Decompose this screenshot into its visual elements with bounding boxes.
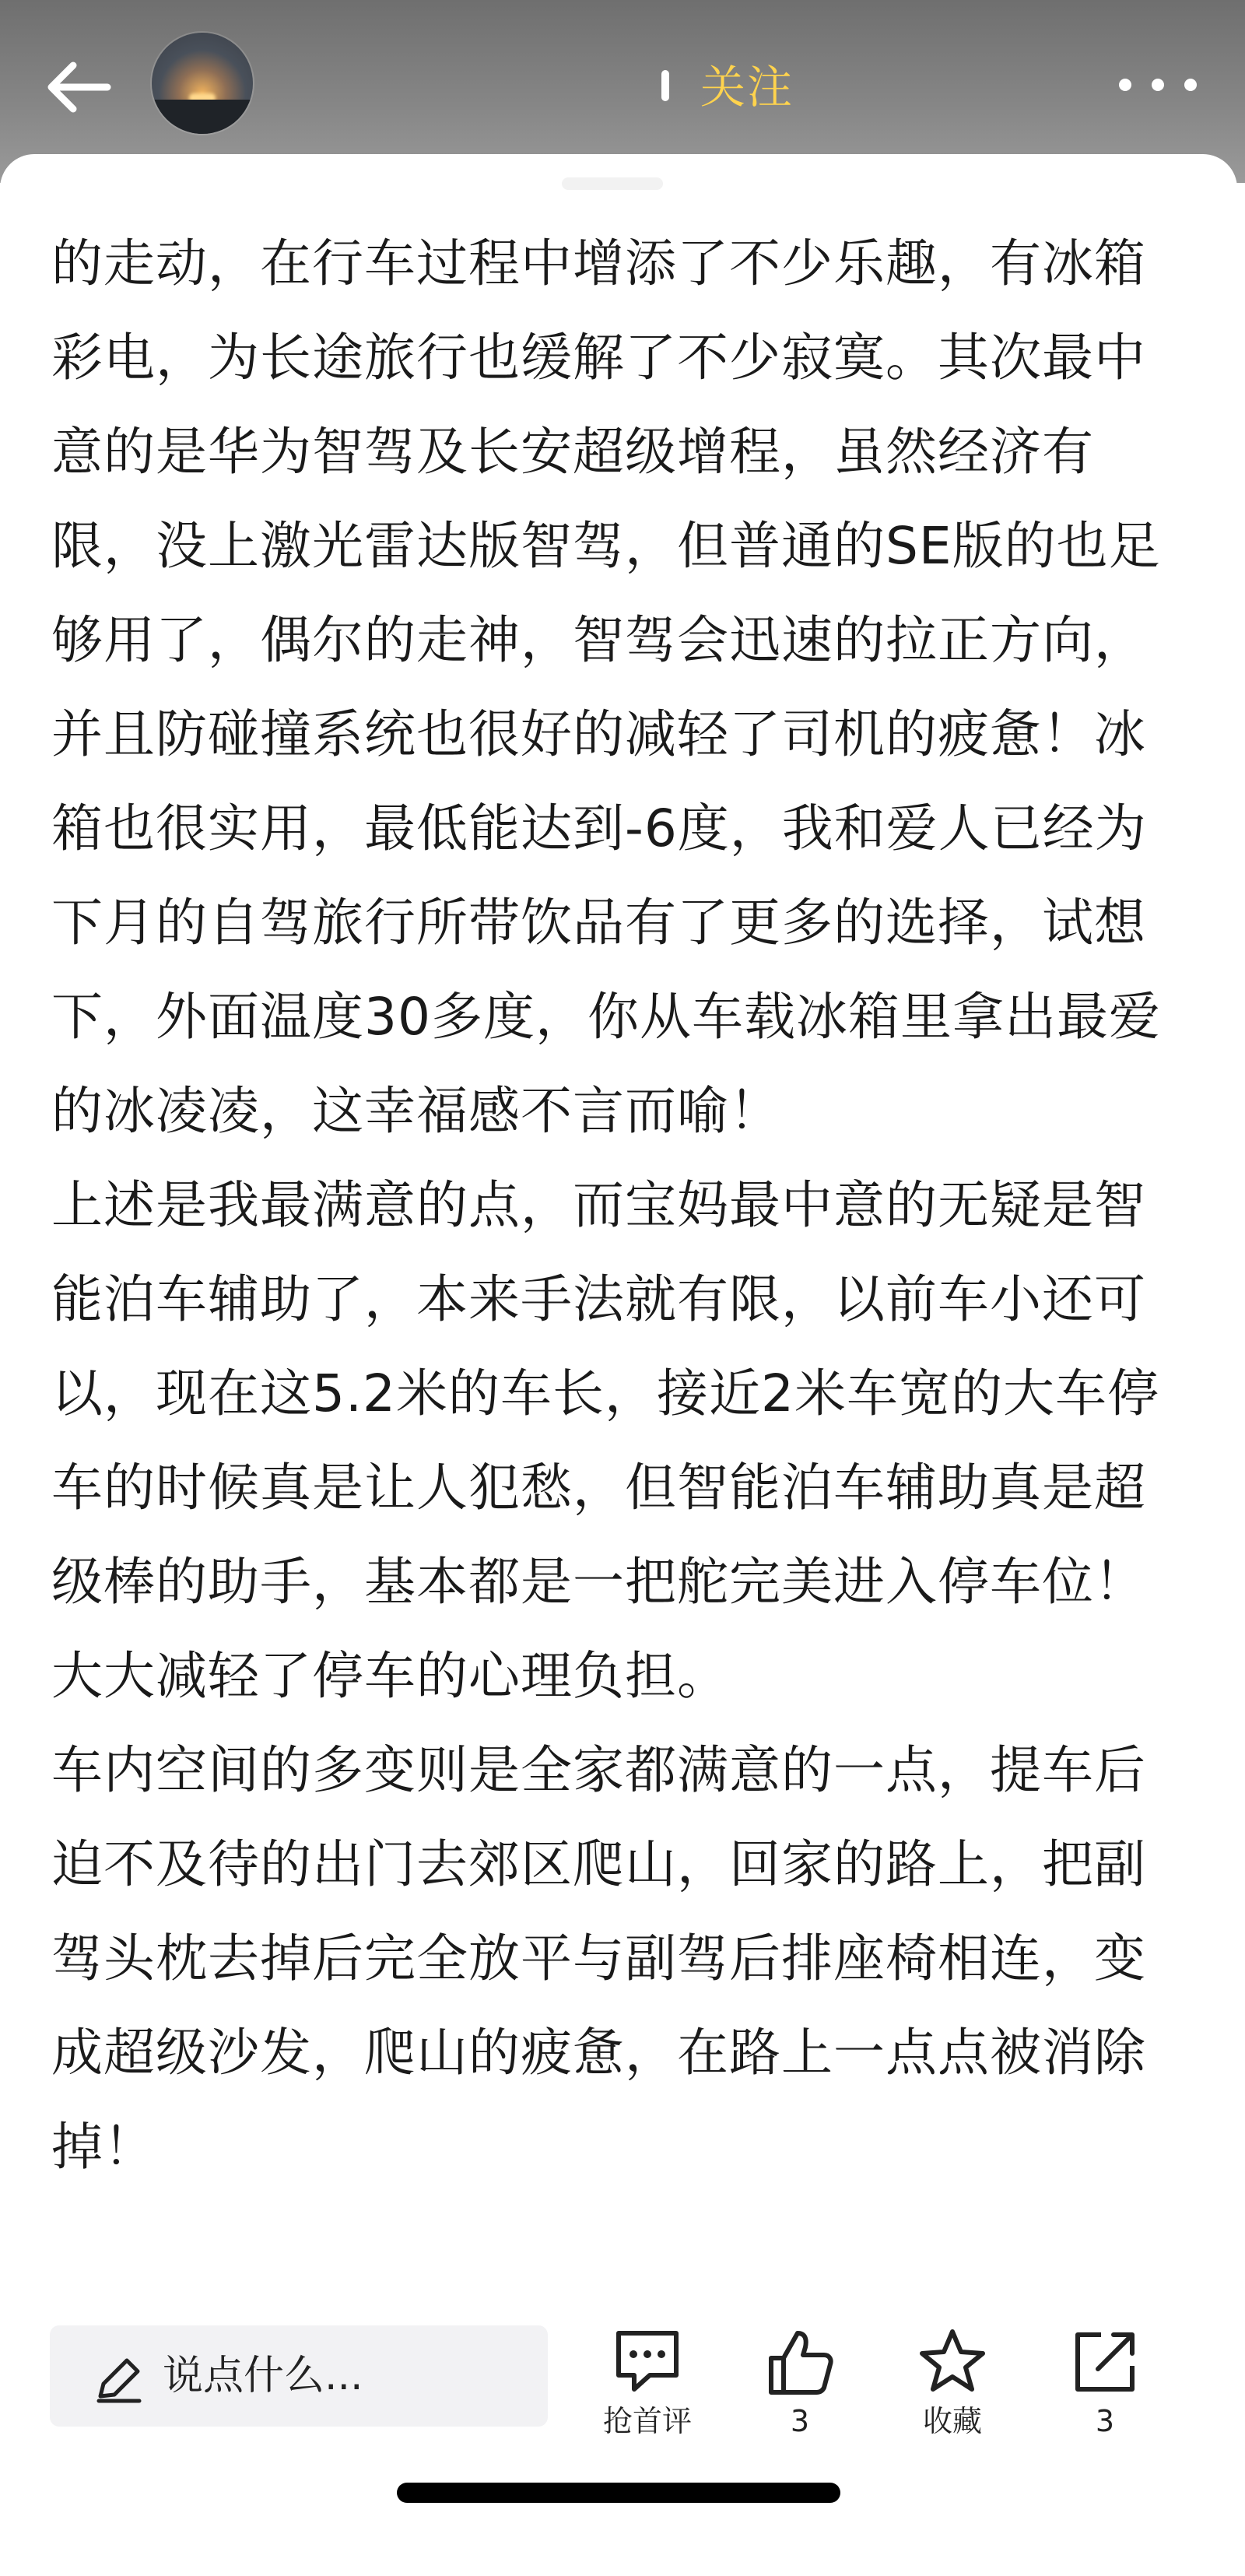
comment-input[interactable]	[50, 2325, 548, 2427]
more-button[interactable]	[1113, 66, 1206, 105]
post-content-card[interactable]	[0, 154, 1237, 2576]
more-dot-3	[1184, 79, 1197, 91]
author-name-fragment	[661, 70, 669, 101]
like-count: 3	[790, 2404, 810, 2438]
bottom-action-bar	[0, 2304, 1245, 2576]
avatar-horizon-shape	[152, 100, 253, 134]
star-icon	[917, 2327, 987, 2397]
comment-button[interactable]	[581, 2327, 714, 2444]
comment-label: 抢首评	[602, 2404, 692, 2438]
follow-button[interactable]: 关注	[700, 61, 794, 114]
favorite-label: 收藏	[922, 2404, 982, 2438]
drag-handle[interactable]	[562, 177, 663, 190]
post-body	[51, 216, 1195, 2194]
share-count: 3	[1095, 2404, 1115, 2438]
share-button[interactable]	[1039, 2327, 1171, 2444]
paragraph-3: 车内空间的多变则是全家都满意的一点，提车后迫不及待的出门去郊区爬山，回家的路上，把副驾头枕去掉后完全放平与副驾后排座椅相连，变成超级沙发，爬山的疲惫，在路上一点点被消除掉！	[51, 1740, 1146, 2177]
back-button[interactable]	[39, 48, 117, 126]
share-icon	[1070, 2327, 1140, 2397]
author-avatar[interactable]	[152, 33, 253, 134]
arrow-left-icon	[39, 48, 117, 126]
favorite-button[interactable]	[886, 2327, 1019, 2444]
paragraph-1: 的走动，在行车过程中增添了不少乐趣，有冰箱彩电，为长途旅行也缓解了不少寂寞。其次最中意的是华为智驾及长安超级增程，虽然经济有限，没上激光雷达版智驾，但普通的SE版的也足够用了，偶尔的走神，智驾会迅速的拉正方向，并且防碰撞系统也很好的减轻了司机的疲惫！冰箱也很实用，最低能达到-6度，我和爱人已经为下月的自驾旅行所带饮品有了更多的选择，试想下，外面温度30多度，你从车载冰箱里拿出最爱的冰凌凌，这幸福感不言而喻！	[51, 233, 1161, 1141]
paragraph-2: 上述是我最满意的点，而宝妈最中意的无疑是智能泊车辅助了，本来手法就有限，以前车小还可以，现在这5.2米的车长，接近2米车宽的大车停车的时候真是让人犯愁，但智能泊车辅助真是超级棒的助手，基本都是一把舵完美进入停车位！大大减轻了停车的心理负担。	[51, 1175, 1159, 1706]
home-indicator[interactable]	[397, 2483, 840, 2503]
comment-placeholder: 说点什么...	[163, 2353, 363, 2399]
more-dot-2	[1152, 79, 1164, 91]
more-dots-icon	[1119, 79, 1131, 91]
comment-bubble-icon	[612, 2327, 682, 2397]
thumbs-up-icon	[765, 2327, 835, 2397]
like-button[interactable]	[734, 2327, 866, 2444]
pencil-icon	[93, 2353, 146, 2406]
